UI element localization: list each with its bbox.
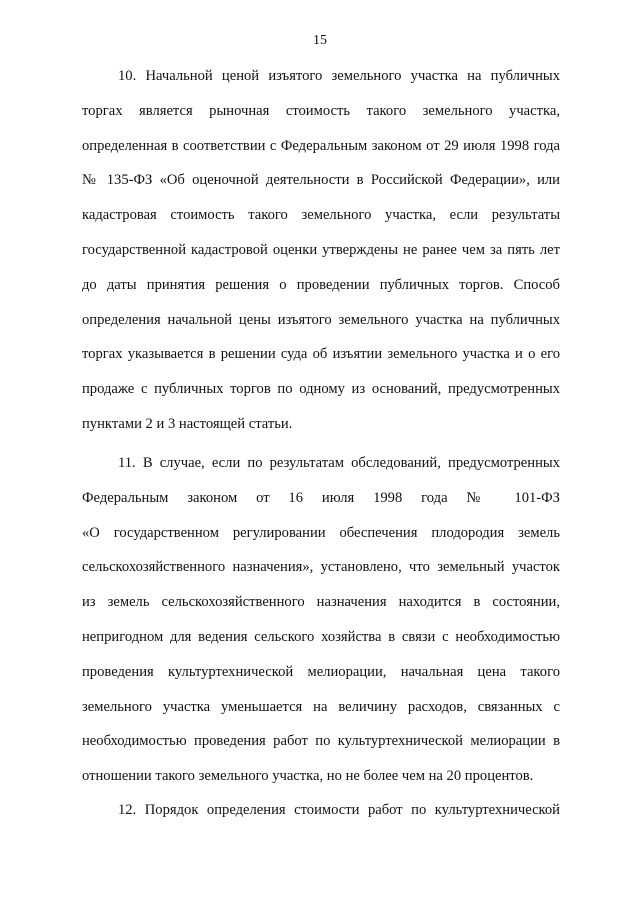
text-line: проведения культуртехнической мелиорации, начальная цена такого: [82, 663, 560, 680]
text-line: 11. В случае, если по результатам обследований, предусмотренных: [118, 455, 560, 471]
page-number: 15: [313, 33, 327, 48]
text-line: сельскохозяйственного назначения», установлено, что земельный участок: [82, 559, 560, 576]
text-line: до даты принятия решения о проведении публичных торгов. Способ: [82, 276, 560, 293]
text-line: кадастровая стоимость такого земельного участка, если результаты: [82, 207, 560, 224]
text-line: отношении такого земельного участка, но не более чем на 20 процентов.: [82, 768, 534, 785]
paragraph-12: [82, 793, 560, 828]
text-line: продаже с публичных торгов по одному из оснований, предусмотренных: [82, 381, 560, 398]
text-line: непригодном для ведения сельского хозяйства в связи с необходимостью: [82, 628, 560, 645]
text-line: пунктами 2 и 3 настоящей статьи.: [82, 415, 293, 432]
text-line: земельного участка уменьшается на величину расходов, связанных с: [82, 698, 560, 715]
text-line: 12. Порядок определения стоимости работ по культуртехнической: [118, 802, 560, 818]
paragraph-11: [82, 446, 560, 794]
text-line: торгах является рыночная стоимость такого земельного участка,: [82, 102, 560, 119]
text-line: № 135-ФЗ «Об оценочной деятельности в Российской Федерации», или: [82, 172, 560, 189]
text-line: 10. Начальной ценой изъятого земельного участка на публичных: [118, 68, 560, 84]
text-line: государственной кадастровой оценки утверждены не ранее чем за пять лет: [82, 241, 560, 258]
text-line: определенная в соответствии с Федеральным законом от 29 июля 1998 года: [82, 137, 560, 154]
text-line: «О государственном регулировании обеспечения плодородия земель: [82, 524, 560, 541]
text-line: определения начальной цены изъятого земельного участка на публичных: [82, 311, 560, 328]
paragraph-10: [82, 59, 560, 442]
text-line: из земель сельскохозяйственного назначения находится в состоянии,: [82, 594, 560, 611]
text-line: Федеральным законом от 16 июля 1998 года № 101-ФЗ: [82, 489, 560, 506]
text-line: торгах указывается в решении суда об изъятии земельного участка и о его: [82, 346, 560, 363]
text-line: необходимостью проведения работ по культуртехнической мелиорации в: [82, 733, 560, 750]
